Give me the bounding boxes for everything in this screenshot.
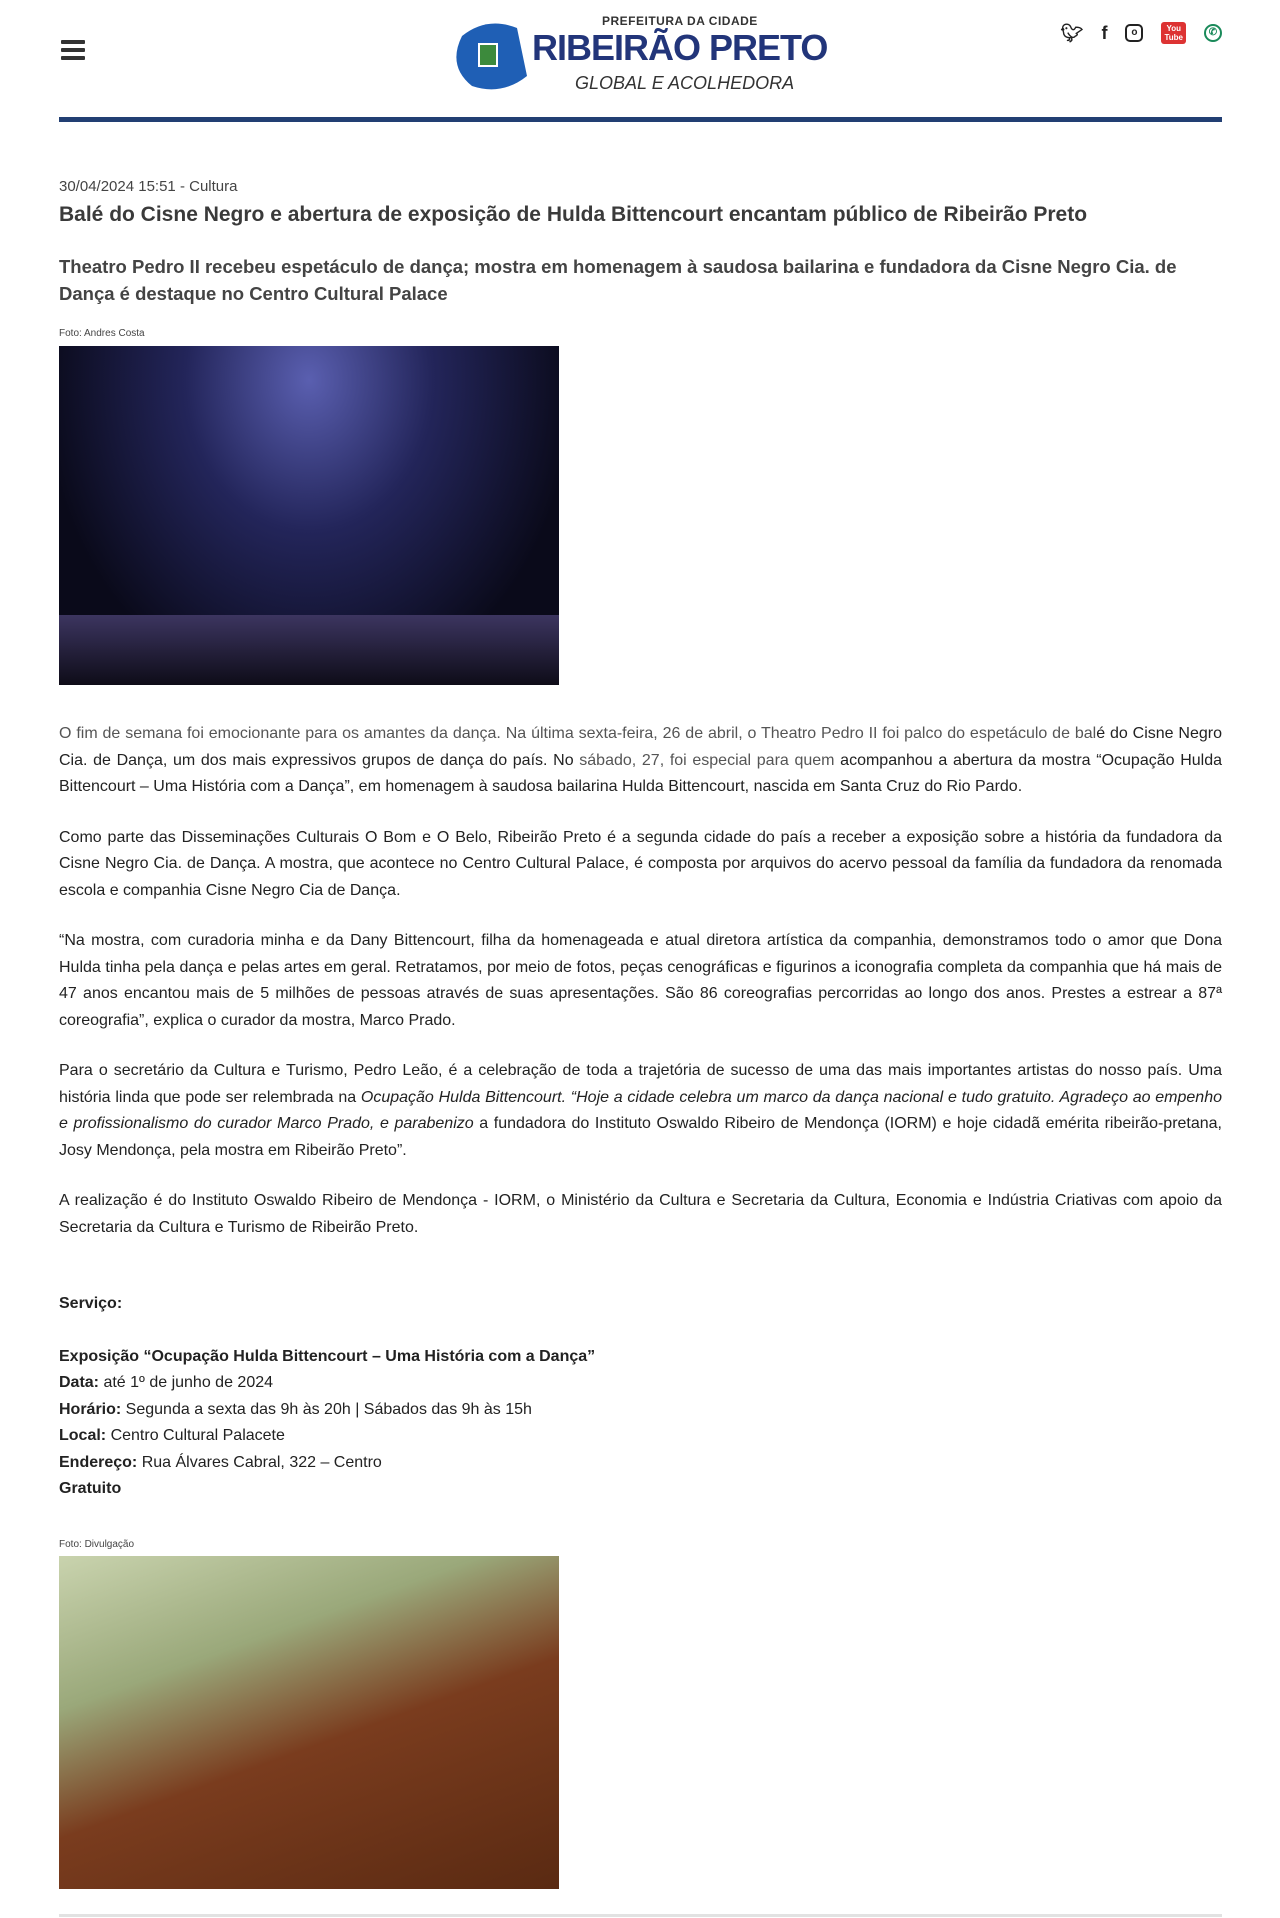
social-links	[1061, 22, 1222, 44]
service-info	[59, 1291, 1222, 1503]
value: até 1º de junho de 2024	[99, 1374, 274, 1391]
header-divider	[59, 117, 1222, 122]
quote: Ocupação Hulda Bittencourt. “Hoje a cidade celebra um marco da dança nacional e tudo gratuito. Agradeço ao empenho e profissionalismo do curador Marco Prado, e parabenizo	[59, 1088, 1222, 1132]
free-label: Gratuito	[59, 1480, 122, 1497]
text: Para o secretário da Cultura e Turismo, Pedro Leão, é a celebração de toda a trajetória de sucesso de uma das mais importantes artistas do nosso país. Uma história linda que pode ser relembrada na	[59, 1062, 1222, 1106]
twitter-icon[interactable]: 🐦︎	[1060, 22, 1084, 43]
label: Data:	[59, 1374, 100, 1391]
value: Segunda a sexta das 9h às 20h | Sábados das 9h às 15h	[121, 1400, 532, 1418]
photo-caption: Foto: Andres Costa	[59, 328, 145, 339]
label: Horário:	[59, 1400, 122, 1418]
text: é do Cisne Negro Cia. de Dança, um dos mais expressivos grupos de dança do país. No	[59, 725, 1223, 769]
article-title: Balé do Cisne Negro e abertura de exposição de Hulda Bittencourt encantam público de Ribeirão Preto	[59, 203, 1088, 226]
service-heading: Serviço:	[59, 1295, 123, 1312]
text: O fim de semana foi emocionante para os amantes da dança. Na última sexta-feira, 26 de abril, o Theatro Pedro II foi palco do espetáculo de bal	[59, 725, 1097, 742]
article-meta: 30/04/2024 15:51 - Cultura	[59, 178, 238, 195]
logo-top-text: PREFEITURA DA CIDADE	[602, 14, 758, 28]
whatsapp-icon[interactable]: ✆	[1204, 24, 1222, 42]
article-subtitle: Theatro Pedro II recebeu espetáculo de dança; mostra em homenagem à saudosa bailarina e fundadora da Cisne Negro Cia. de Dança é destaque no Centro Cultural Palace	[59, 256, 1177, 304]
logo-sub-text: GLOBAL E ACOLHEDORA	[575, 73, 795, 93]
paragraph-3: “Na mostra, com curadoria minha e da Dany Bittencourt, filha da homenageada e atual diretora artística da companhia, demonstramos todo o amor que Dona Hulda tinha pela dança e pelas artes em geral. Retratamos, por meio de fotos, peças cenográficas e figurinos a iconografia completa da companhia que há mais de 47 anos encantou mais de 5 milhões de pessoas através de suas apresentações. São 86 coreografias percorridas ao longo dos anos. Prestes a estrear a 87ª coreografia”, explica o curador da mostra, Marco Prado.	[59, 932, 1222, 1029]
exhibition-photo	[59, 1556, 559, 1889]
facebook-icon[interactable]: f	[1101, 22, 1108, 43]
text: a fundadora do Instituto Oswaldo Ribeiro de Mendonça (IORM) e hoje cidadã emérita ribeirão-pretana, Josy Mendonça, pela mostra em Ribeirão Preto”.	[59, 1115, 1222, 1159]
instagram-icon[interactable]: o	[1125, 24, 1143, 42]
article	[59, 178, 1222, 1889]
dance-photo	[59, 346, 559, 685]
paragraph-4	[59, 1058, 1222, 1164]
value: Rua Álvares Cabral, 322 – Centro	[137, 1453, 382, 1471]
logo-emblem-icon	[447, 16, 532, 96]
value: Centro Cultural Palacete	[106, 1427, 285, 1444]
paragraph-1	[59, 721, 1222, 801]
label: Endereço:	[59, 1453, 138, 1471]
text: acompanhou a abertura da mostra “Ocupação Hulda Bittencourt – Uma História com a Dança”, em homenagem à saudosa bailarina Hulda Bittencourt, nascida em Santa Cruz do Rio Pardo.	[59, 751, 1223, 795]
paragraph-2: Como parte das Disseminações Culturais O Bom e O Belo, Ribeirão Preto é a segunda cidade do país a receber a exposição sobre a história da fundadora da Cisne Negro Cia. de Dança. A mostra, que acontece no Centro Cultural Palace, é composta por arquivos do acervo pessoal da família da fundadora da renomada escola e companhia Cisne Negro Cia de Dança.	[59, 828, 1222, 899]
expo-name: Exposição “Ocupação Hulda Bittencourt – Uma História com a Dança”	[59, 1347, 596, 1365]
menu-icon[interactable]	[61, 40, 85, 60]
logo-main-text: RIBEIRÃO PRETO	[532, 27, 828, 68]
label: Local:	[59, 1427, 107, 1444]
youtube-icon[interactable]: You Tube	[1161, 22, 1186, 44]
paragraph-5: A realização é do Instituto Oswaldo Ribeiro de Mendonça - IORM, o Ministério da Cultura e Secretaria da Cultura, Economia e Indústria Criativas com apoio da Secretaria da Cultura e Turismo de Ribeirão Preto.	[59, 1192, 1222, 1236]
text: sábado, 27, foi especial para quem	[579, 751, 835, 769]
logo[interactable]	[447, 14, 837, 100]
photo-caption: Foto: Divulgação	[59, 1538, 135, 1550]
footer-divider	[59, 1914, 1222, 1917]
